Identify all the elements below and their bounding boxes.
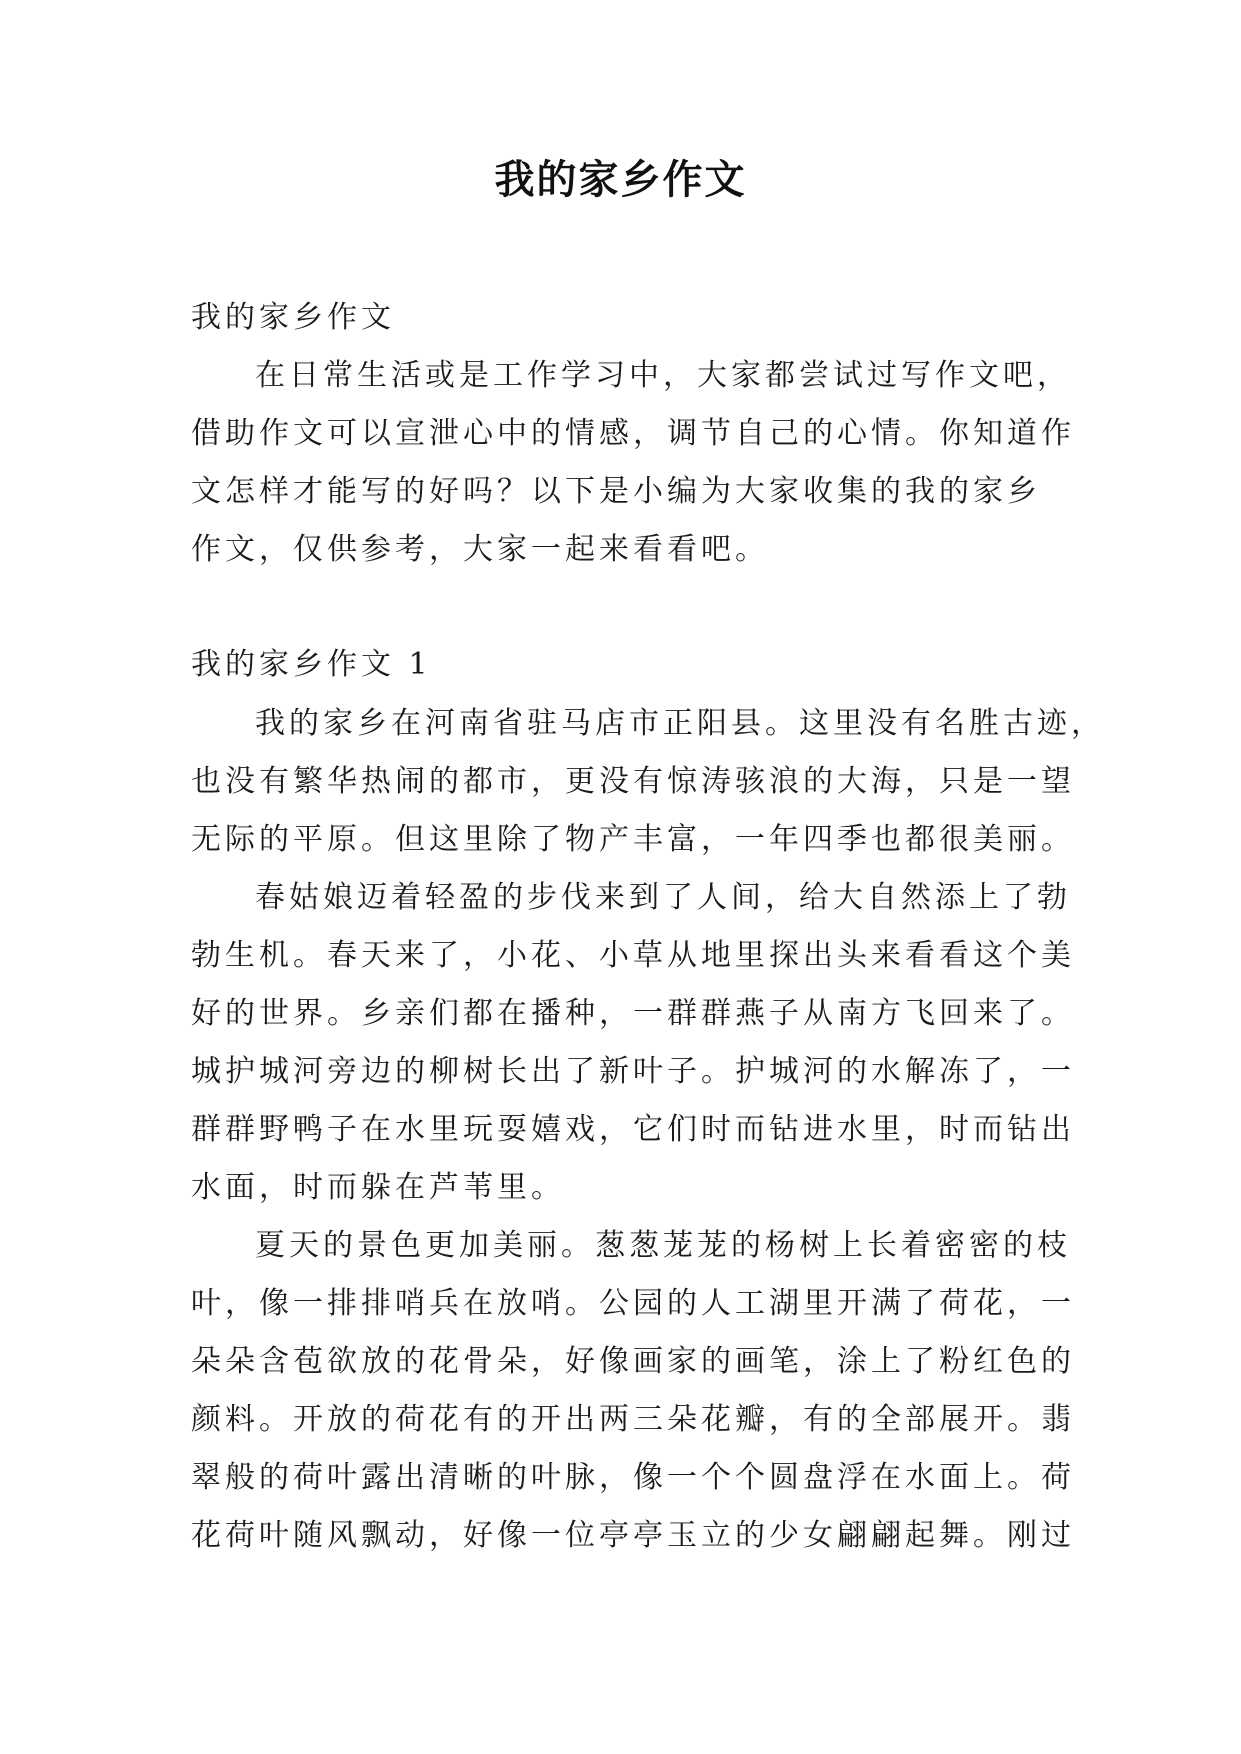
section-heading-intro: 我的家乡作文: [191, 300, 395, 335]
paragraph-line: 也没有繁华热闹的都市，更没有惊涛骇浪的大海，只是一望: [191, 764, 1075, 799]
paragraph-line: 夏天的景色更加美丽。葱葱茏茏的杨树上长着密密的枝: [255, 1228, 1071, 1263]
paragraph-line: 花荷叶随风飘动，好像一位亭亭玉立的少女翩翩起舞。刚过: [191, 1518, 1075, 1553]
paragraph-line: 翠般的荷叶露出清晰的叶脉，像一个个圆盘浮在水面上。荷: [191, 1460, 1075, 1495]
paragraph-line: 朵朵含苞欲放的花骨朵，好像画家的画笔，涂上了粉红色的: [191, 1344, 1075, 1379]
paragraph-line: 春姑娘迈着轻盈的步伐来到了人间，给大自然添上了勃: [255, 880, 1071, 915]
paragraph-line: 文怎样才能写的好吗？以下是小编为大家收集的我的家乡: [191, 474, 1041, 509]
paragraph-line: 在日常生活或是工作学习中，大家都尝试过写作文吧，: [255, 358, 1071, 393]
paragraph-line: 叶，像一排排哨兵在放哨。公园的人工湖里开满了荷花，一: [191, 1286, 1075, 1321]
document-title: 我的家乡作文: [494, 157, 747, 203]
paragraph-line: 颜料。开放的荷花有的开出两三朵花瓣，有的全部展开。翡: [191, 1402, 1075, 1437]
paragraph-line: 我的家乡在河南省驻马店市正阳县。这里没有名胜古迹，: [255, 706, 1105, 741]
paragraph-line: 勃生机。春天来了，小花、小草从地里探出头来看看这个美: [191, 938, 1075, 973]
paragraph-line: 水面，时而躲在芦苇里。: [191, 1170, 565, 1205]
paragraph-line: 无际的平原。但这里除了物产丰富，一年四季也都很美丽。: [191, 822, 1075, 857]
section-heading-essay-1: 我的家乡作文 1: [191, 647, 432, 682]
paragraph-line: 好的世界。乡亲们都在播种，一群群燕子从南方飞回来了。: [191, 996, 1075, 1031]
paragraph-line: 群群野鸭子在水里玩耍嬉戏，它们时而钻进水里，时而钻出: [191, 1112, 1075, 1147]
paragraph-line: 作文，仅供参考，大家一起来看看吧。: [191, 532, 769, 567]
paragraph-line: 城护城河旁边的柳树长出了新叶子。护城河的水解冻了，一: [191, 1054, 1075, 1089]
paragraph-line: 借助作文可以宣泄心中的情感，调节自己的心情。你知道作: [191, 416, 1075, 451]
